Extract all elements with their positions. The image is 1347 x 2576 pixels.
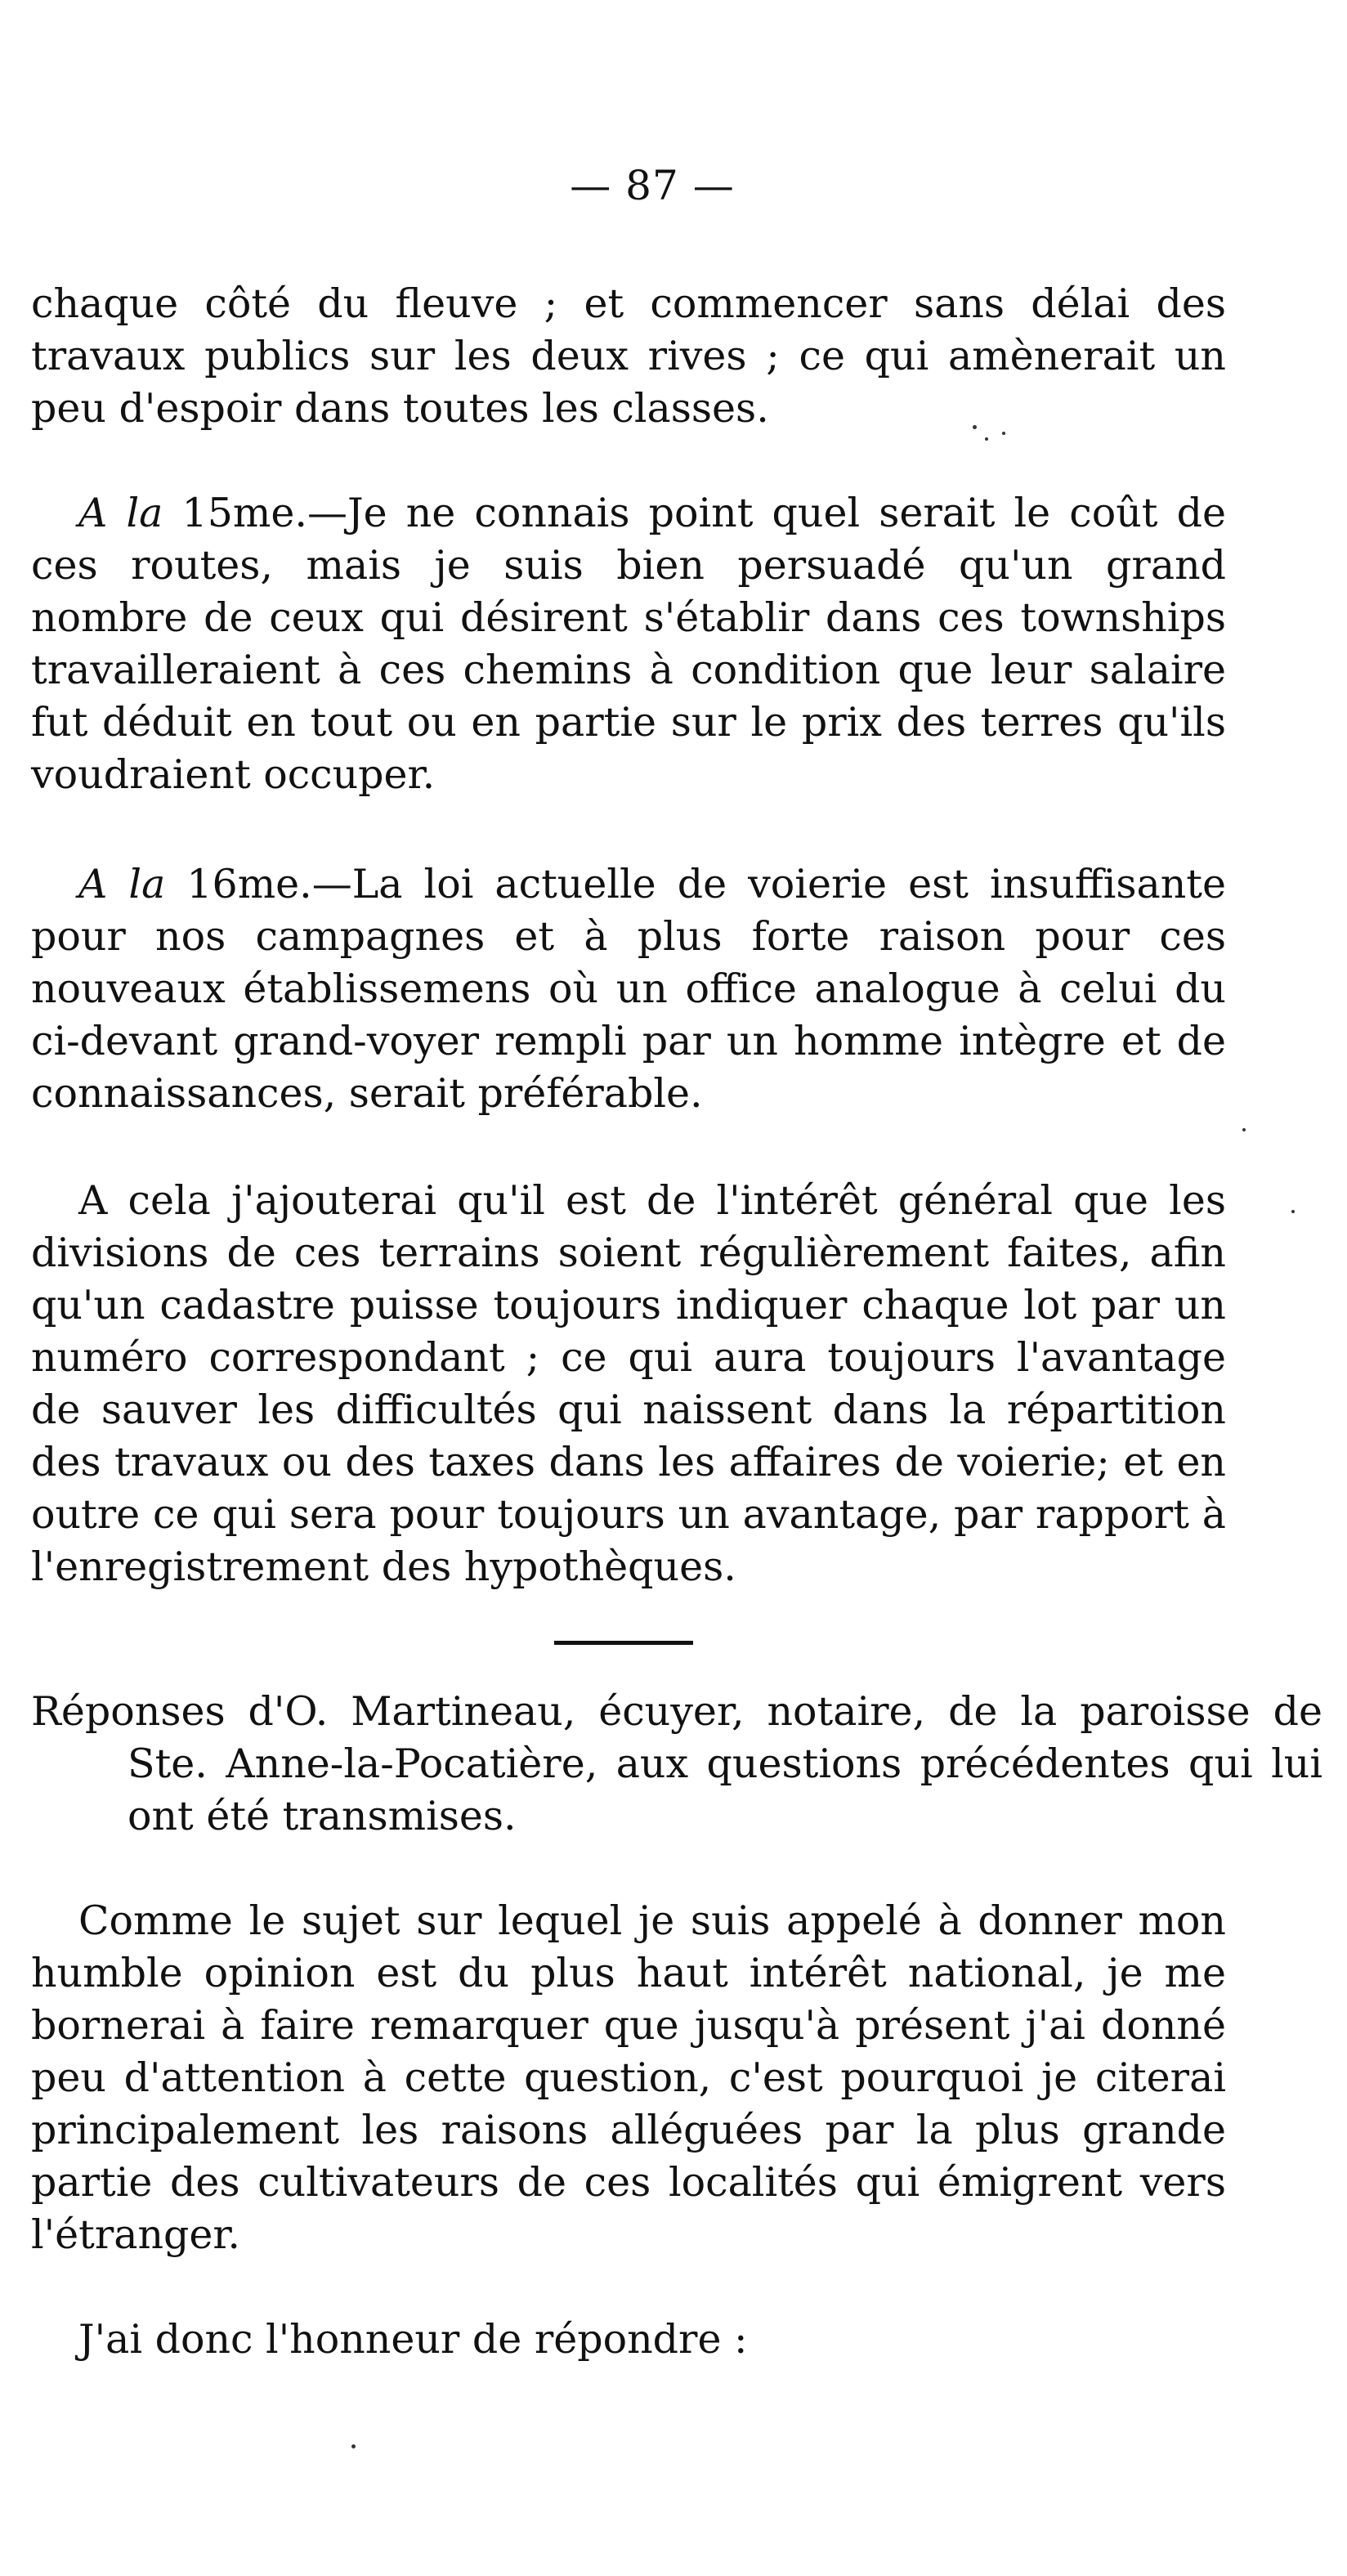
- paragraph-text: J'ai donc l'honneur de répondre :: [78, 2316, 748, 2363]
- scan-speck: [973, 425, 977, 429]
- page-number: — 87 —: [570, 162, 735, 209]
- answer-ordinal: 16me.: [186, 861, 312, 907]
- scan-speck: [985, 437, 988, 441]
- answer-ordinal: 15me.: [181, 490, 307, 536]
- scan-speck: [1002, 432, 1005, 435]
- paragraph-text: A cela j'ajouterai qu'il est de l'intérêt général que les divisions de ces terrains soient régulièrement faites, afin qu'un cadastre puisse toujours indiquer chaque lot par un numéro correspondant ; ce qui aura toujours l'avantage de sauver les difficultés qui naissent dans la répartition des travaux ou des taxes dans les affaires de voierie; et en outre ce qui sera pour toujours un avantage, par rapport à l'enregistrement des hypothèques.: [31, 1177, 1226, 1590]
- paragraph-continuation: [31, 278, 1226, 435]
- paragraph-text: Comme le sujet sur lequel je suis appelé à donner mon humble opinion est du plus haut intérêt national, je me bornerai à faire remarquer que jusqu'à présent j'ai donné peu d'attention à cette question, c'est pourquoi je citerai principalement les raisons alléguées par la plus grande partie des cultivateurs de ces localités qui émigrent vers l'étranger.: [31, 1897, 1226, 2258]
- paragraph-introduction: [31, 1895, 1226, 2261]
- section-heading-text: Réponses d'O. Martineau, écuyer, notaire, de la paroisse de Ste. Anne-la-Pocatière, aux questions précédentes qui lui ont été transmises.: [31, 1688, 1322, 1839]
- paragraph-text: —La loi actuelle de voierie est insuffisante pour nos campagnes et à plus forte raison pour ces nouveaux établissemens où un office analogue à celui du ci-devant grand-voyer rempli par un homme intègre et de connaissances, serait préférable.: [31, 861, 1226, 1117]
- answer-marker: A la: [78, 490, 163, 536]
- paragraph-text: chaque côté du fleuve ; et commencer sans délai des travaux publics sur les deux rives ; ce qui amènerait un peu d'espoir dans toutes les classes.: [31, 280, 1226, 432]
- paragraph-cadastre: [31, 1175, 1226, 1593]
- scan-speck: [1291, 1210, 1295, 1213]
- scan-speck: [1242, 1128, 1246, 1131]
- paragraph-closing: [31, 2314, 1226, 2366]
- section-heading: [31, 1686, 1322, 1843]
- answer-marker: A la: [78, 861, 166, 907]
- paragraph-answer-16: [31, 858, 1226, 1120]
- paragraph-text: —Je ne connais point quel serait le coût de ces routes, mais je suis bien persuadé qu'un grand nombre de ceux qui désirent s'établir dans ces townships travailleraient à ces chemins à condition que leur salaire fut déduit en tout ou en partie sur le prix des terres qu'ils voudraient occuper.: [31, 490, 1226, 798]
- paragraph-answer-15: [31, 487, 1226, 801]
- scan-speck: [351, 2444, 356, 2448]
- section-divider: [554, 1641, 693, 1645]
